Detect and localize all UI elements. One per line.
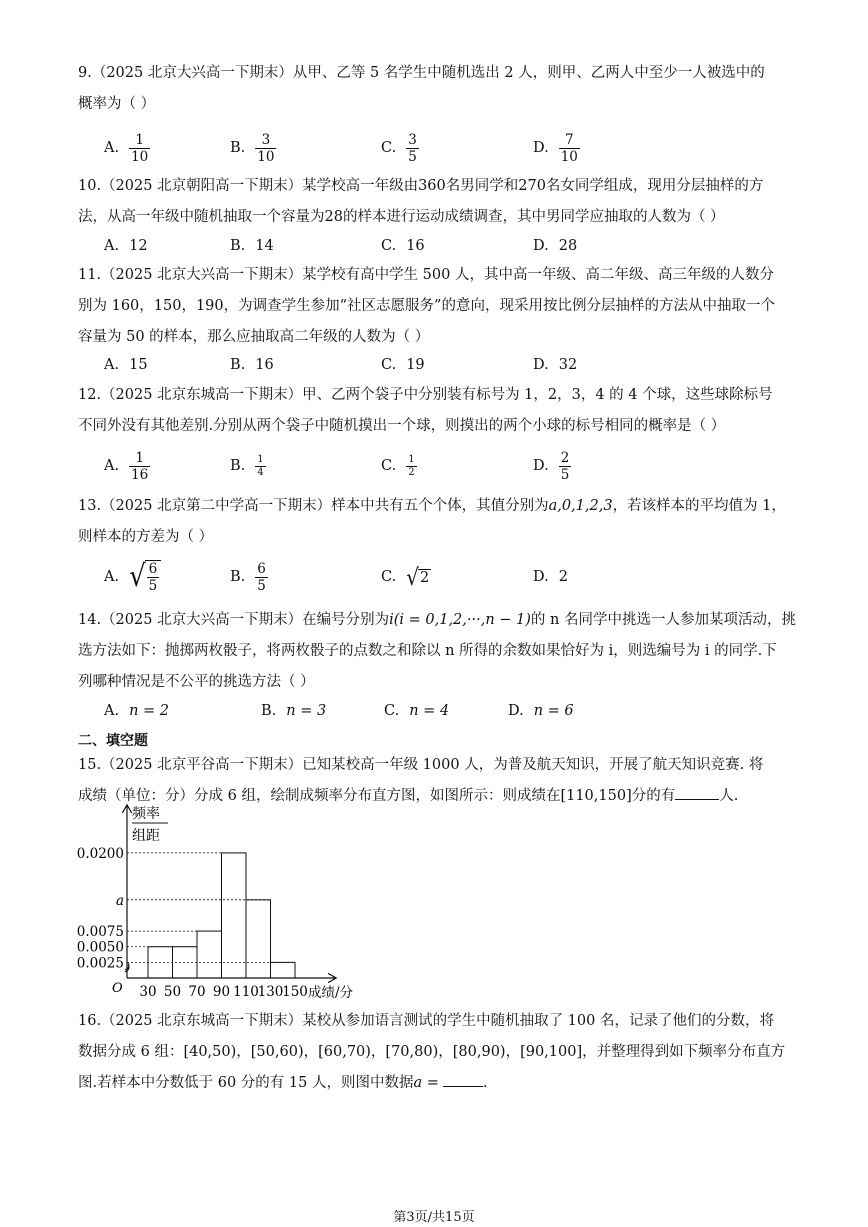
sqrt-icon: √: [406, 563, 419, 591]
option-d[interactable]: D. 2: [533, 569, 568, 585]
question-11-line-3: 容量为 50 的样本，那么应抽取高二年级的人数为（ ）: [78, 329, 430, 345]
histogram-bar: [271, 962, 296, 978]
option-b[interactable]: B. 14: [230, 238, 274, 254]
x-ticks: [139, 984, 307, 1000]
option-d[interactable]: D. n = 6: [508, 703, 574, 719]
x-tick-label: 90: [212, 984, 231, 1000]
option-b[interactable]: B. $\frac{3}{10}$: [230, 131, 275, 165]
question-11-line-1: 11.（2025 北京大兴高一下期末）某学校有高中学生 500 人，其中高一年级、高二年级、高三年级的人数分: [78, 267, 774, 283]
question-13-line-1: 13.（2025 北京第二中学高一下期末）样本中共有五个个体，其值分别为a,0,1,2,3，若该样本的平均值为 1，: [78, 498, 786, 514]
question-11-line-2: 别为 160，150，190，为调查学生参加“社区志愿服务”的意向，现采用按比例分层抽样的方法从中抽取一个: [78, 298, 775, 314]
question-16-line-2: 数据分成 6 组：[40,50)，[50,60)，[60,70)，[70,80)，[80,90)，[90,100]，并整理得到如下频率分布直方: [78, 1044, 786, 1060]
x-tick-label: 150: [282, 984, 308, 1000]
option-c[interactable]: C. 16: [381, 238, 425, 254]
frequency-histogram: [70, 800, 370, 1000]
question-11: [78, 260, 790, 353]
y-tick-label: 0.0050: [76, 939, 124, 956]
question-10-line-2: 法，从高一年级中随机抽取一个容量为28的样本进行运动成绩调查，其中男同学应抽取的人数为（ ）: [78, 209, 725, 225]
question-16-line-1: 16.（2025 北京东城高一下期末）某校从参加语言测试的学生中随机抽取了 100 名，记录了他们的分数，将: [78, 1013, 774, 1029]
question-13: [78, 491, 790, 553]
question-12-line-1: 12.（2025 北京东城高一下期末）甲、乙两个袋子中分别装有标号为 1，2，3，4 的 4 个球，这些球除标号: [78, 387, 773, 403]
histogram-bar: [246, 900, 271, 978]
x-tick-label: 30: [139, 984, 157, 1000]
question-9-line-2: 概率为（ ）: [78, 96, 156, 112]
option-d[interactable]: D. 32: [533, 357, 578, 373]
question-13-line-2: 则样本的方差为（ ）: [78, 529, 214, 545]
option-b[interactable]: B. $\frac{6}{5}$: [230, 560, 266, 594]
question-9-line-1: 9.（2025 北京大兴高一下期末）从甲、乙等 5 名学生中随机选出 2 人，则甲、乙两人中至少一人被选中的: [78, 65, 765, 81]
question-9: [78, 58, 790, 120]
answer-blank[interactable]: [443, 1086, 483, 1087]
option-a[interactable]: A. √ $\frac{6}{5}$: [104, 557, 161, 597]
option-d[interactable]: D. $\frac{2}{5}$: [533, 449, 570, 483]
option-b[interactable]: B. 16: [230, 357, 274, 373]
question-13-options: [104, 557, 804, 597]
option-a[interactable]: A. 12: [104, 238, 148, 254]
answer-blank[interactable]: [675, 799, 719, 800]
x-tick-label: 110: [233, 984, 259, 1000]
histogram-bar: [197, 931, 222, 978]
question-10-line-1: 10.（2025 北京朝阳高一下期末）某学校高一年级由360名男同学和270名女同学组成，现用分层抽样的方: [78, 178, 764, 194]
x-axis-label: 成绩/分: [308, 985, 354, 1000]
question-14-line-2: 选方法如下：抛掷两枚骰子，将两枚骰子的点数之和除以 n 所得的余数如果恰好为 i，则选编号为 i 的同学.下: [78, 643, 777, 659]
question-16-line-3: 图.若样本中分数低于 60 分的有 15 人，则图中数据a = .: [78, 1075, 488, 1091]
guides: [127, 853, 295, 962]
y-tick-label: 0.0200: [76, 845, 124, 862]
y-tick-label: a: [115, 892, 124, 909]
question-14: [78, 605, 796, 698]
option-c[interactable]: C. √ 2: [381, 563, 430, 591]
option-d[interactable]: D. $\frac{7}{10}$: [533, 131, 578, 165]
question-10: [78, 171, 790, 233]
y-tick-label: 0.0025: [76, 955, 124, 972]
y-tick-label: 0.0075: [76, 924, 124, 941]
question-14-options: [104, 691, 804, 731]
option-c[interactable]: C. $\frac{3}{5}$: [381, 131, 417, 165]
question-12-options: [104, 446, 804, 486]
question-15-line-1: 15.（2025 北京平谷高一下期末）已知某校高一年级 1000 人，为普及航天知识，开展了航天知识竞赛. 将: [78, 757, 764, 773]
page-footer: 第3页/共15页: [393, 1210, 475, 1225]
option-a[interactable]: A. $\frac{1}{10}$: [104, 131, 149, 165]
option-c[interactable]: C. $\frac{1}{2}$: [381, 453, 415, 478]
histogram-bar: [222, 853, 247, 978]
x-tick-label: 50: [163, 984, 182, 1000]
y-label-bottom: 组距: [132, 828, 160, 844]
y-label-top: 频率: [132, 806, 160, 822]
question-12: [78, 380, 790, 442]
option-b[interactable]: B. $\frac{1}{4}$: [230, 453, 264, 478]
y-ticks: [77, 846, 124, 971]
question-15-line-2: 成绩（单位：分）分成 6 组，绘制成频率分布直方图，如图所示：则成绩在[110,150]分的有 人.: [78, 788, 739, 804]
sqrt-icon: √: [129, 559, 146, 595]
x-tick-label: 70: [188, 984, 206, 1000]
option-a[interactable]: A. n = 2: [104, 703, 170, 719]
option-a[interactable]: A. $\frac{1}{16}$: [104, 449, 149, 483]
option-b[interactable]: B. n = 3: [261, 703, 327, 719]
option-a[interactable]: A. 15: [104, 357, 148, 373]
bars: [148, 853, 295, 978]
question-12-line-2: 不同外没有其他差别.分别从两个袋子中随机摸出一个球，则摸出的两个小球的标号相同的概率是（ ）: [78, 418, 726, 434]
question-14-line-1: 14.（2025 北京大兴高一下期末）在编号分别为i(i = 0,1,2,···,n − 1)的 n 名同学中挑选一人参加某项活动，挑: [78, 612, 796, 628]
x-tick-label: 130: [257, 984, 284, 1000]
section-heading: 二、填空题: [78, 733, 148, 749]
question-16: [78, 1006, 790, 1099]
question-11-options: [104, 345, 804, 385]
option-c[interactable]: C. 19: [381, 357, 425, 373]
question-9-options: [104, 128, 804, 168]
option-d[interactable]: D. 28: [533, 238, 578, 254]
question-14-line-3: 列哪种情况是不公平的挑选方法（ ）: [78, 674, 315, 690]
origin-label: O: [112, 981, 123, 996]
option-c[interactable]: C. n = 4: [384, 703, 450, 719]
